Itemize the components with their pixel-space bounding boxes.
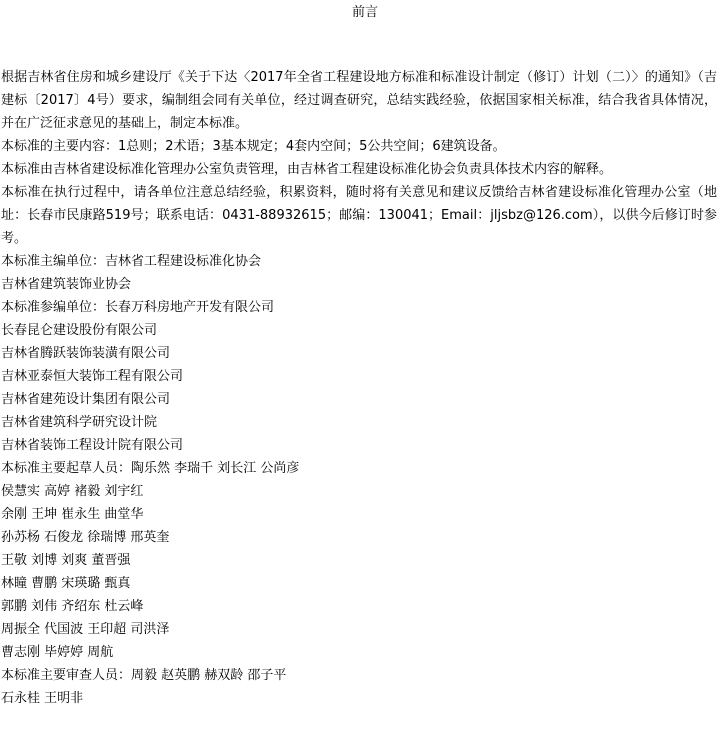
document-title: 前言 (351, 5, 378, 20)
chief-editor-unit-line: 本标准主编单位：吉林省工程建设标准化协会 (1, 254, 262, 269)
participating-unit-line: 吉林亚泰恒大装饰工程有限公司 (1, 369, 184, 384)
drafter-names-line: 周振全 代国波 王印超 司洪泽 (1, 622, 170, 637)
participating-unit-line: 吉林省建筑科学研究设计院 (1, 415, 158, 430)
document-body (1, 66, 717, 710)
chief-editor-unit-line: 吉林省建筑装饰业协会 (1, 277, 132, 292)
drafter-names-line: 余刚 王坤 崔永生 曲堂华 (1, 507, 144, 522)
drafter-names-line: 郭鹏 刘伟 齐绍东 杜云峰 (1, 599, 144, 614)
drafter-names-line: 王敬 刘博 刘爽 董晋强 (1, 553, 131, 568)
participating-unit-line: 吉林省建苑设计集团有限公司 (1, 392, 171, 407)
paragraph-main-content: 本标准的主要内容：1总则；2术语；3基本规定；4套内空间；5公共空间；6建筑设备。 (1, 139, 506, 154)
paragraph-management: 本标准由吉林省建设标准化管理办公室负责管理，由吉林省工程建设标准化协会负责具体技术内容的解释。 (1, 162, 613, 177)
drafter-names-line: 孙苏杨 石俊龙 徐瑞博 邢英奎 (1, 530, 170, 545)
participating-unit-line: 吉林省腾跃装饰装潢有限公司 (1, 346, 171, 361)
reviewer-names-line: 本标准主要审查人员：周毅 赵英鹏 赫双龄 邵子平 (1, 668, 287, 683)
paragraph-basis: 根据吉林省住房和城乡建设厅《关于下达〈2017年全省工程建设地方标准和标准设计制定（修订）计划（二）〉的通知》（吉建标〔2017〕4号）要求，编制组会同有关单位，经过调查研究，总结实践经验，依据国家相关标准，结合我省具体情况，并在广泛征求意见的基础上，制定本标准。 (1, 70, 717, 131)
reviewer-names-line: 石永桂 王明非 (1, 691, 84, 706)
participating-unit-line: 本标准参编单位：长春万科房地产开发有限公司 (1, 300, 275, 315)
participating-unit-line: 长春昆仑建设股份有限公司 (1, 323, 158, 338)
drafter-names-line: 侯慧实 高婷 褚毅 刘宇红 (1, 484, 144, 499)
paragraph-feedback: 本标准在执行过程中，请各单位注意总结经验，积累资料，随时将有关意见和建议反馈给吉林省建设标准化管理办公室（地址：长春市民康路519号；联系电话：0431-88932615；邮编：130041；Email：jljsbz@126.com），以供今后修订时参考。 (1, 185, 717, 246)
participating-unit-line: 吉林省装饰工程设计院有限公司 (1, 438, 184, 453)
drafter-names-line: 本标准主要起草人员：陶乐然 李瑞千 刘长江 公尚彦 (1, 461, 300, 476)
drafter-names-line: 曹志刚 毕婷婷 周航 (1, 645, 114, 660)
drafter-names-line: 林瞳 曹鹏 宋瑛璐 甄真 (1, 576, 131, 591)
